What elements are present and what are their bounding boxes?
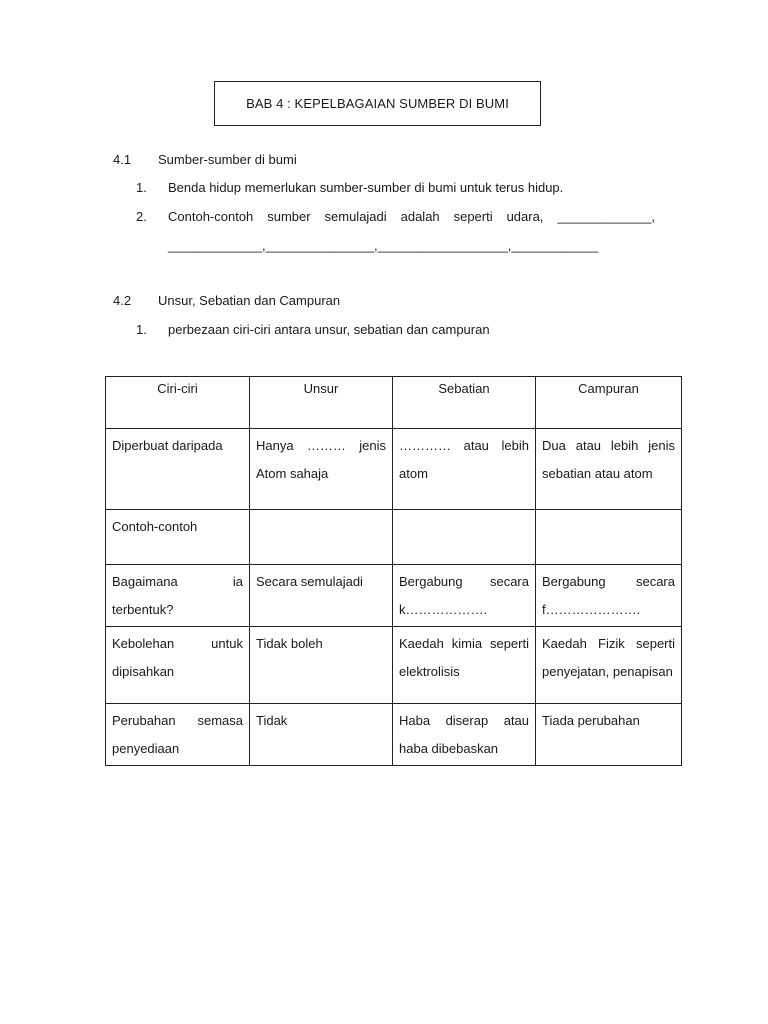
word: seperti xyxy=(453,209,493,224)
table-cell: Perubahan semasa penyediaan xyxy=(106,704,250,766)
table-cell xyxy=(250,510,393,565)
table-row xyxy=(106,429,682,510)
section-number: 4.1 xyxy=(113,152,132,167)
table-cell: Hanya ……… jenis Atom sahaja xyxy=(250,429,393,510)
table-cell: Haba diserap atau haba dibebaskan xyxy=(393,704,536,766)
table-header-cell: Ciri-ciri xyxy=(106,377,250,429)
comparison-table xyxy=(105,376,682,766)
table-cell xyxy=(393,510,536,565)
item-number: 1. xyxy=(136,180,147,195)
item-text: perbezaan ciri-ciri antara unsur, sebatian dan campuran xyxy=(168,322,490,337)
table-cell: Contoh-contoh xyxy=(106,510,250,565)
blank-line: _____________, xyxy=(557,209,655,224)
table-cell: Bagaimana ia terbentuk? xyxy=(106,565,250,627)
table-cell: Secara semulajadi xyxy=(250,565,393,627)
word: udara, xyxy=(506,209,544,224)
item-text: Benda hidup memerlukan sumber-sumber di bumi untuk terus hidup. xyxy=(168,180,564,195)
table-row xyxy=(106,627,682,704)
table-cell: Diperbuat daripada xyxy=(106,429,250,510)
item-number: 2. xyxy=(136,209,147,224)
section-number: 4.2 xyxy=(113,293,132,308)
table-header-cell: Campuran xyxy=(536,377,682,429)
table-cell: ………… atau lebih atom xyxy=(393,429,536,510)
table-row xyxy=(106,510,682,565)
table-cell: Dua atau lebih jenis sebatian atau atom xyxy=(536,429,682,510)
item-number: 1. xyxy=(136,322,147,337)
table-cell xyxy=(536,510,682,565)
section-heading: Unsur, Sebatian dan Campuran xyxy=(158,293,341,308)
word: semulajadi xyxy=(324,209,387,224)
table-row xyxy=(106,565,682,627)
table-cell: Kebolehan untuk dipisahkan xyxy=(106,627,250,704)
table-cell: Kaedah kimia seperti elektrolisis xyxy=(393,627,536,704)
blank-line: ____________ xyxy=(511,238,599,253)
blank-line: __________________, xyxy=(377,238,512,253)
table-row xyxy=(106,704,682,766)
section-heading: Sumber-sumber di bumi xyxy=(158,152,297,167)
table-cell: Kaedah Fizik seperti penyejatan, penapisan xyxy=(536,627,682,704)
word: adalah xyxy=(400,209,440,224)
blank-lines-row xyxy=(168,238,599,254)
table-header-cell: Unsur xyxy=(250,377,393,429)
table-cell: Tiada perubahan xyxy=(536,704,682,766)
table-cell: Bergabung secara f…………………. xyxy=(536,565,682,627)
table-header-row xyxy=(106,377,682,429)
table-cell: Bergabung secara k………………. xyxy=(393,565,536,627)
blank-line: _____________, xyxy=(168,238,266,253)
word: sumber xyxy=(267,209,311,224)
table-cell: Tidak boleh xyxy=(250,627,393,704)
item-text-justified xyxy=(168,209,655,225)
chapter-title: BAB 4 : KEPELBAGAIAN SUMBER DI BUMI xyxy=(246,96,509,111)
table-cell: Tidak xyxy=(250,704,393,766)
chapter-title-box xyxy=(214,81,541,126)
blank-line: _______________, xyxy=(265,238,378,253)
word: Contoh-contoh xyxy=(168,209,254,224)
table-header-cell: Sebatian xyxy=(393,377,536,429)
